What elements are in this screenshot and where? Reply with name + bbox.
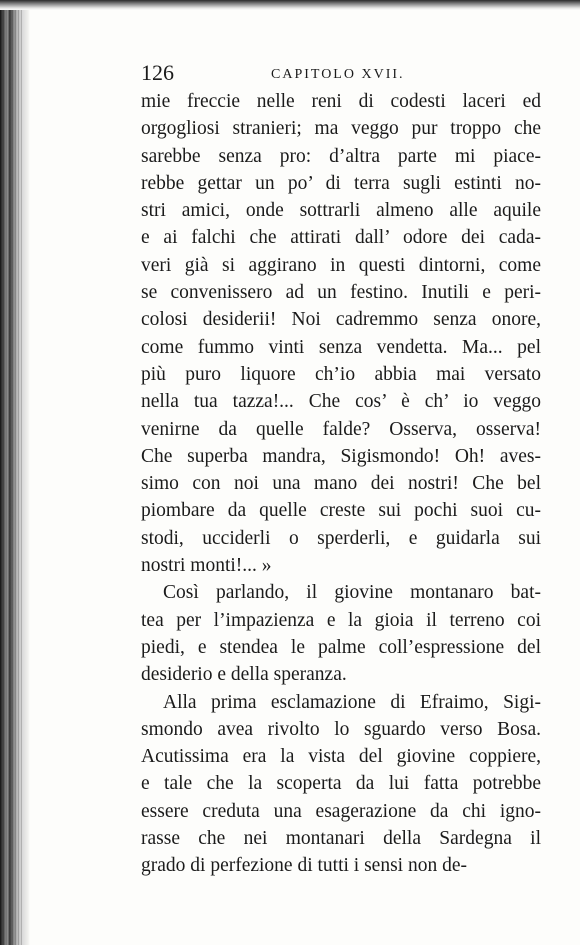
text-line: venirne da quelle falde? Osserva, osserva! xyxy=(141,418,541,440)
text-line: simo con noi una mano dei nostri! Che bel xyxy=(141,473,541,495)
text-line: e tale che la scoperta da lui fatta potrebbe xyxy=(141,773,541,795)
text-line: essere creduta una esagerazione da chi igno- xyxy=(141,800,541,822)
page-number: 126 xyxy=(141,60,174,85)
book-page xyxy=(141,58,541,880)
text-line: Alla prima esclamazione di Efraimo, Sigi- xyxy=(163,691,541,713)
text-line: rebbe gettar un po’ di terra sugli estinti no- xyxy=(141,172,541,194)
text-line: piedi, e stendea le palme coll’espressione del xyxy=(141,636,541,658)
text-line: e ai falchi che attirati dall’ odore dei cada- xyxy=(141,227,541,249)
text-line: Che superba mandra, Sigismondo! Oh! aves- xyxy=(141,445,541,467)
text-line: rasse che nei montanari della Sardegna il xyxy=(141,828,541,850)
text-line: piombare da quelle creste sui pochi suoi cu- xyxy=(141,500,541,522)
page-header xyxy=(141,58,541,88)
text-line: mie freccie nelle reni di codesti laceri ed xyxy=(141,91,541,112)
text-line: Così parlando, il giovine montanaro bat- xyxy=(163,582,541,604)
text-line: più puro liquore ch’io abbia mai versato xyxy=(141,363,541,385)
text-line: stri amici, onde sottrarli almeno alle aquile xyxy=(141,200,541,222)
text-line: stodi, ucciderli o sperderli, e guidarla sui xyxy=(141,527,541,549)
text-line: orgogliosi stranieri; ma veggo pur troppo che xyxy=(141,118,541,140)
text-line: smondo avea rivolto lo sguardo verso Bosa. xyxy=(141,718,541,740)
text-line: colosi desiderii! Noi cadremmo senza onore, xyxy=(141,309,541,331)
text-line: nostri monti!... » xyxy=(141,555,272,577)
text-line: desiderio e della speranza. xyxy=(141,664,347,686)
paragraph xyxy=(141,88,541,579)
text-line: sarebbe senza pro: d’altra parte mi piace- xyxy=(141,145,541,167)
text-line: nella tua tazza!... Che cos’ è ch’ io veggo xyxy=(141,391,541,413)
text-line: come fummo vinti senza vendetta. Ma... pel xyxy=(141,336,541,358)
running-head: CAPITOLO XVII. xyxy=(271,67,405,82)
text-line: Acutissima era la vista del giovine coppiere, xyxy=(141,746,541,768)
text-line: grado di perfezione di tutti i sensi non de- xyxy=(141,855,467,877)
text-line: tea per l’impazienza e la gioia il terreno coi xyxy=(141,609,541,631)
paragraph xyxy=(141,579,541,688)
page-edges xyxy=(0,0,22,945)
text-line: se convenissero ad un festino. Inutili e peri- xyxy=(141,282,541,304)
top-edge-shadow xyxy=(0,0,580,10)
body-text xyxy=(141,88,541,880)
paragraph xyxy=(141,689,541,880)
text-line: veri già si aggirano in questi dintorni, come xyxy=(141,254,541,276)
